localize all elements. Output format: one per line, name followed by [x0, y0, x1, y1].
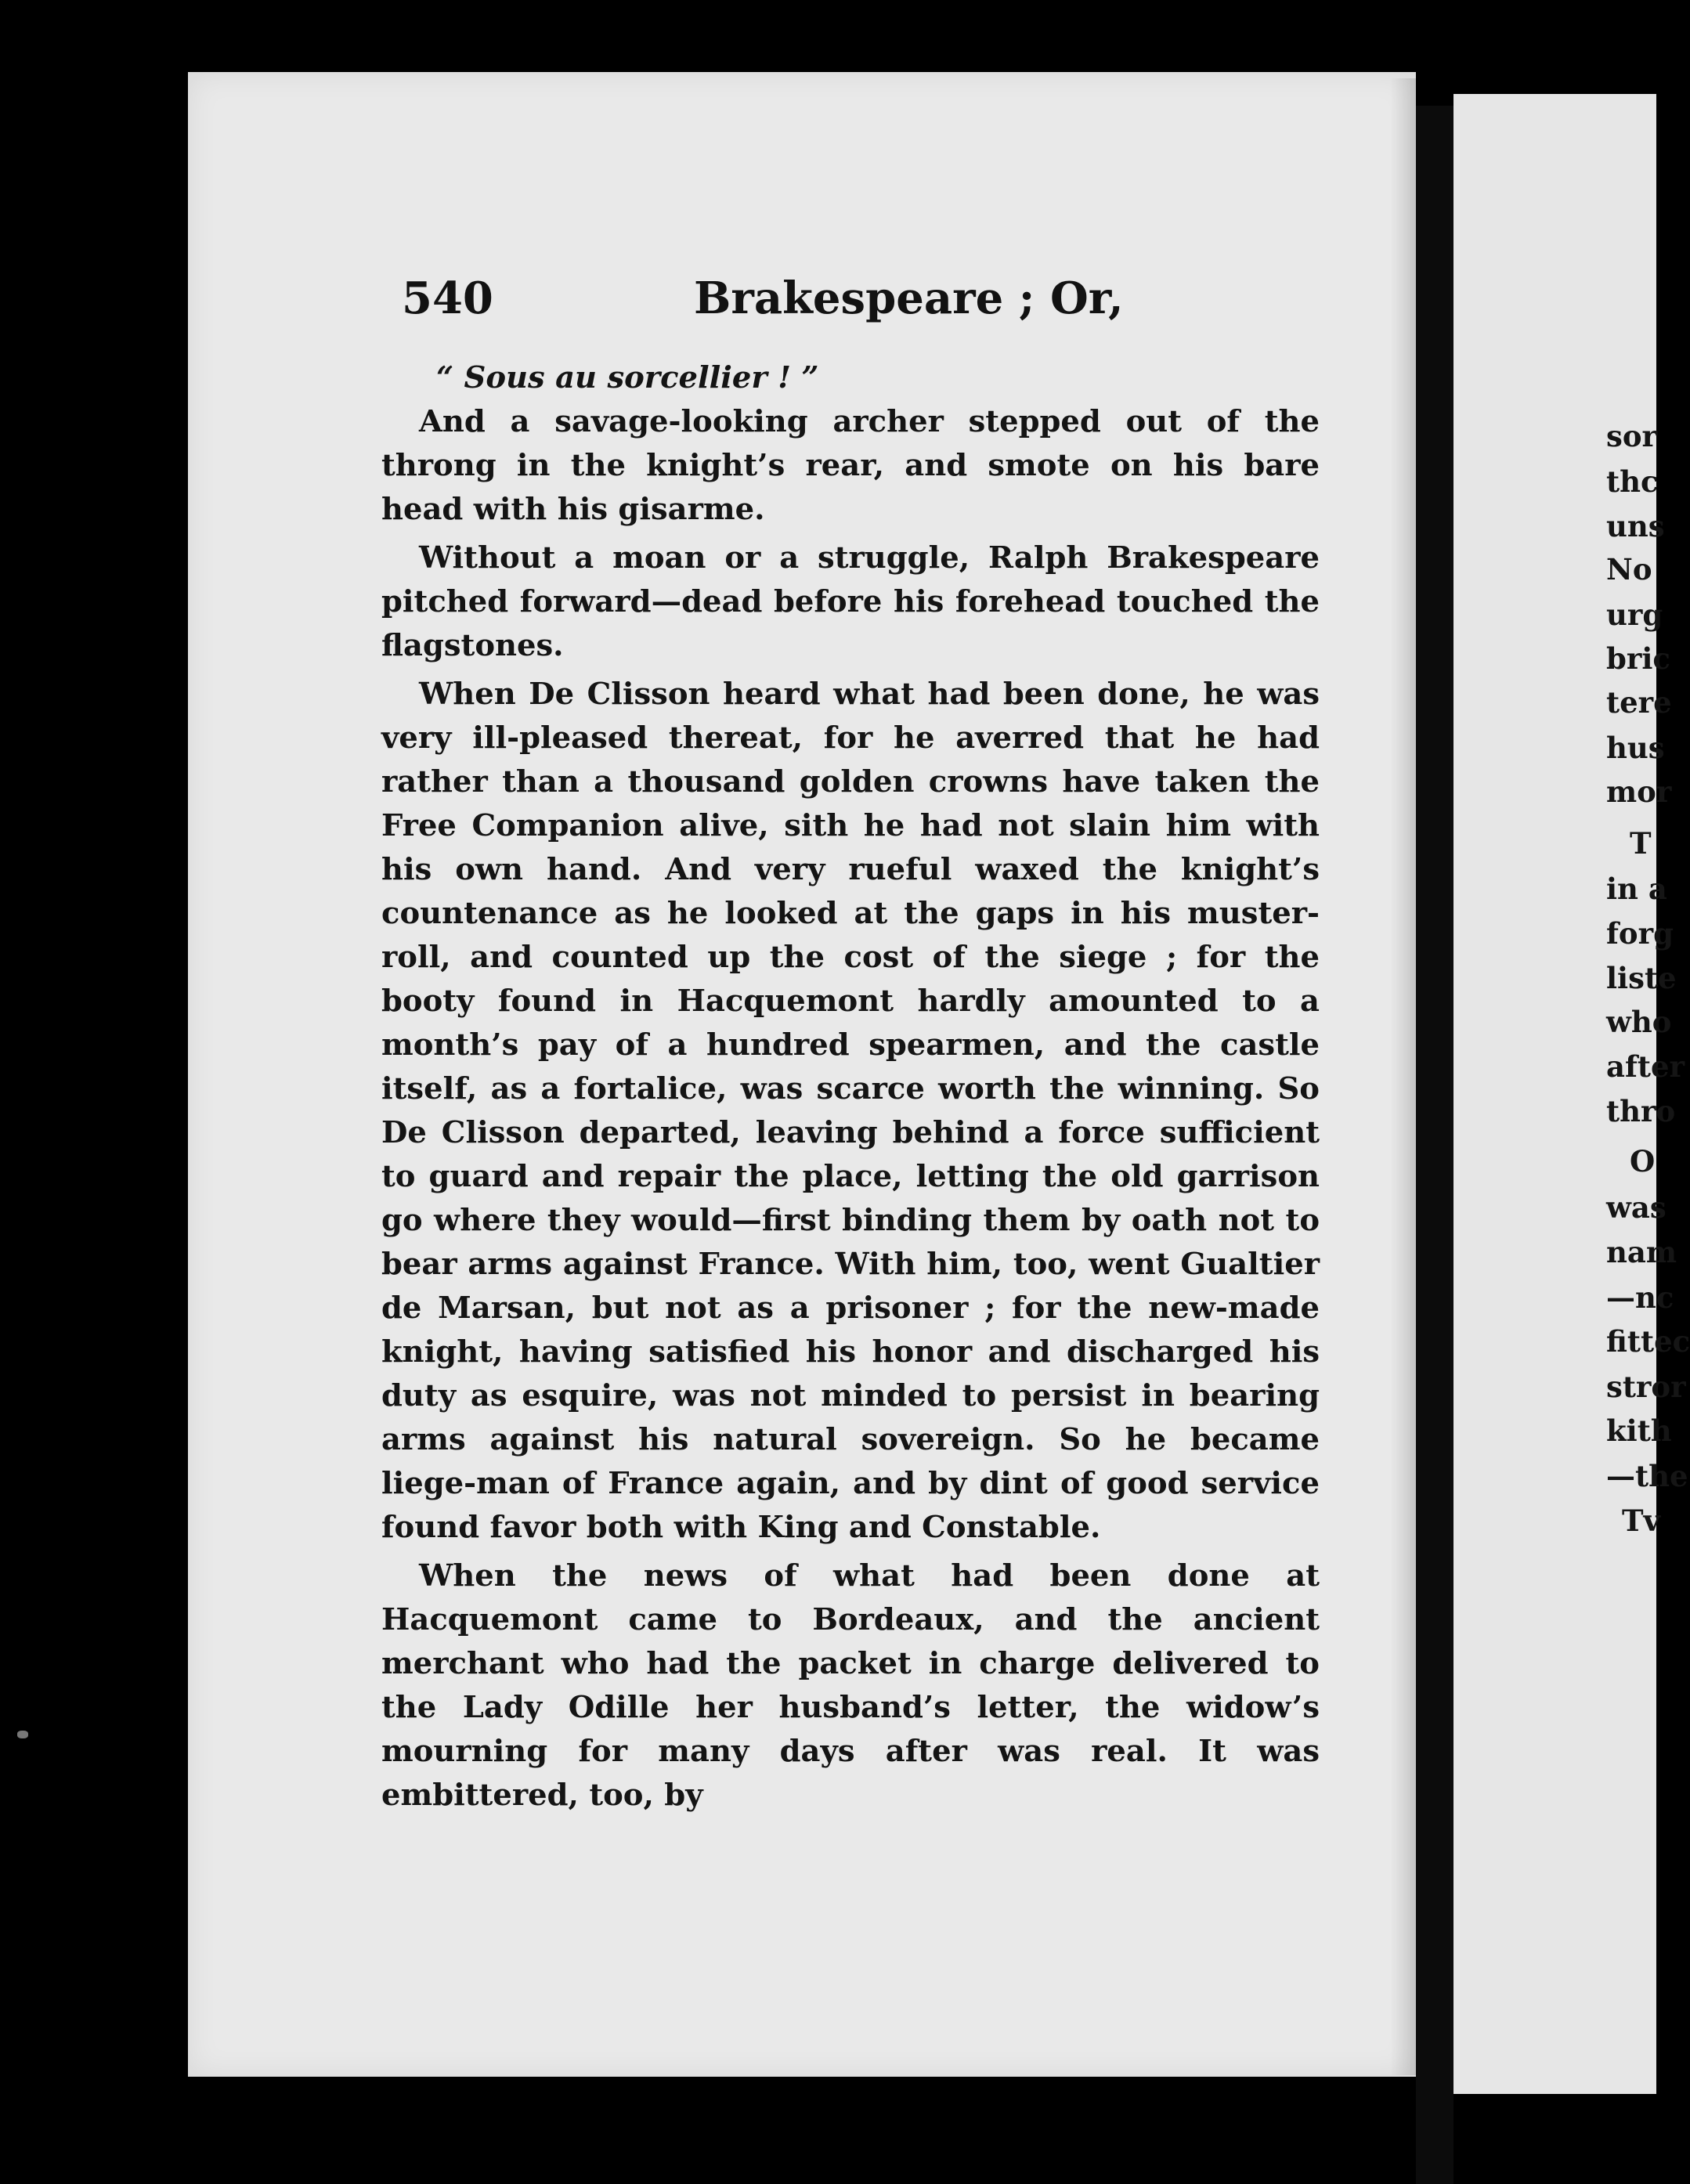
facing-line: kith	[1606, 1413, 1672, 1448]
page-header	[402, 273, 1326, 335]
facing-line: thc	[1606, 464, 1659, 499]
facing-line: tere	[1606, 685, 1672, 720]
facing-line: uns	[1606, 509, 1665, 543]
book-spine	[1416, 106, 1453, 2184]
paragraph: When De Clisson heard what had been done, he was very ill-pleased thereat, for he averred that he had rather than a thousand golden crowns have taken the Free Companion alive, sith he had not slain him with his own hand. And very rueful waxed the knight’s countenance as he looked at the gaps in his muster-roll, and counted up the cost of the siege ; for the booty found in Hacquemont hardly amounted to a month’s pay of a hundred spearmen, and the castle itself, as a fortalice, was scarce worth the winning. So De Clisson departed, leaving behind a force sufficient to guard and repair the place, letting the old garrison go where they would—first binding them by oath not to bear arms against France. With him, too, went Gualtier de Marsan, but not as a prisoner ; for the new-made knight, having satisfied his honor and discharged his duty as esquire, was not minded to persist in bearing arms against his natural sovereign. So he became liege-man of France again, and by dint of good service found favor both with King and Constable.	[381, 677, 1320, 1545]
facing-line: who	[1606, 1005, 1672, 1039]
body-text	[381, 356, 1320, 1822]
facing-line: mor	[1606, 774, 1672, 809]
facing-line: after	[1606, 1049, 1685, 1084]
facing-page	[1453, 94, 1690, 2094]
paragraph: And a savage-looking archer stepped out of the throng in the knight’s rear, and smote on his bare head with his gisarme.	[381, 404, 1320, 527]
paragraph: “ Sous au sorcellier ! ”	[436, 360, 819, 395]
paragraph: When the news of what had been done at Hacquemont came to Bordeaux, and the ancient merchant who had the packet in charge delivered to the Lady Odille her husband’s letter, the widow’s mourning for many days after was real. It was embittered, too, by	[381, 1558, 1320, 1813]
facing-line: —the	[1606, 1459, 1688, 1493]
facing-line: T	[1630, 826, 1652, 861]
facing-line: fittec	[1606, 1324, 1690, 1359]
scan-speck	[17, 1731, 28, 1738]
facing-line: stror	[1606, 1370, 1686, 1404]
facing-line: was	[1606, 1190, 1667, 1225]
page-number: 540	[402, 273, 493, 324]
facing-line: nam	[1606, 1235, 1677, 1269]
paragraph: Without a moan or a struggle, Ralph Brakespeare pitched forward—dead before his forehead touched the flagstones.	[381, 540, 1320, 663]
facing-line: No	[1606, 552, 1652, 587]
facing-line: urg	[1606, 597, 1663, 632]
facing-line: Tv	[1622, 1504, 1661, 1538]
facing-line: in a	[1606, 872, 1667, 906]
facing-line: bric	[1606, 641, 1670, 676]
facing-line: —nc	[1606, 1280, 1674, 1315]
facing-line: hus	[1606, 731, 1665, 765]
facing-line: sor	[1606, 419, 1658, 453]
facing-line: forg	[1606, 916, 1674, 951]
facing-line: liste	[1606, 961, 1677, 995]
facing-line: O	[1630, 1144, 1656, 1179]
running-title: Brakespeare ; Or,	[694, 273, 1124, 324]
facing-line: thro	[1606, 1094, 1676, 1128]
